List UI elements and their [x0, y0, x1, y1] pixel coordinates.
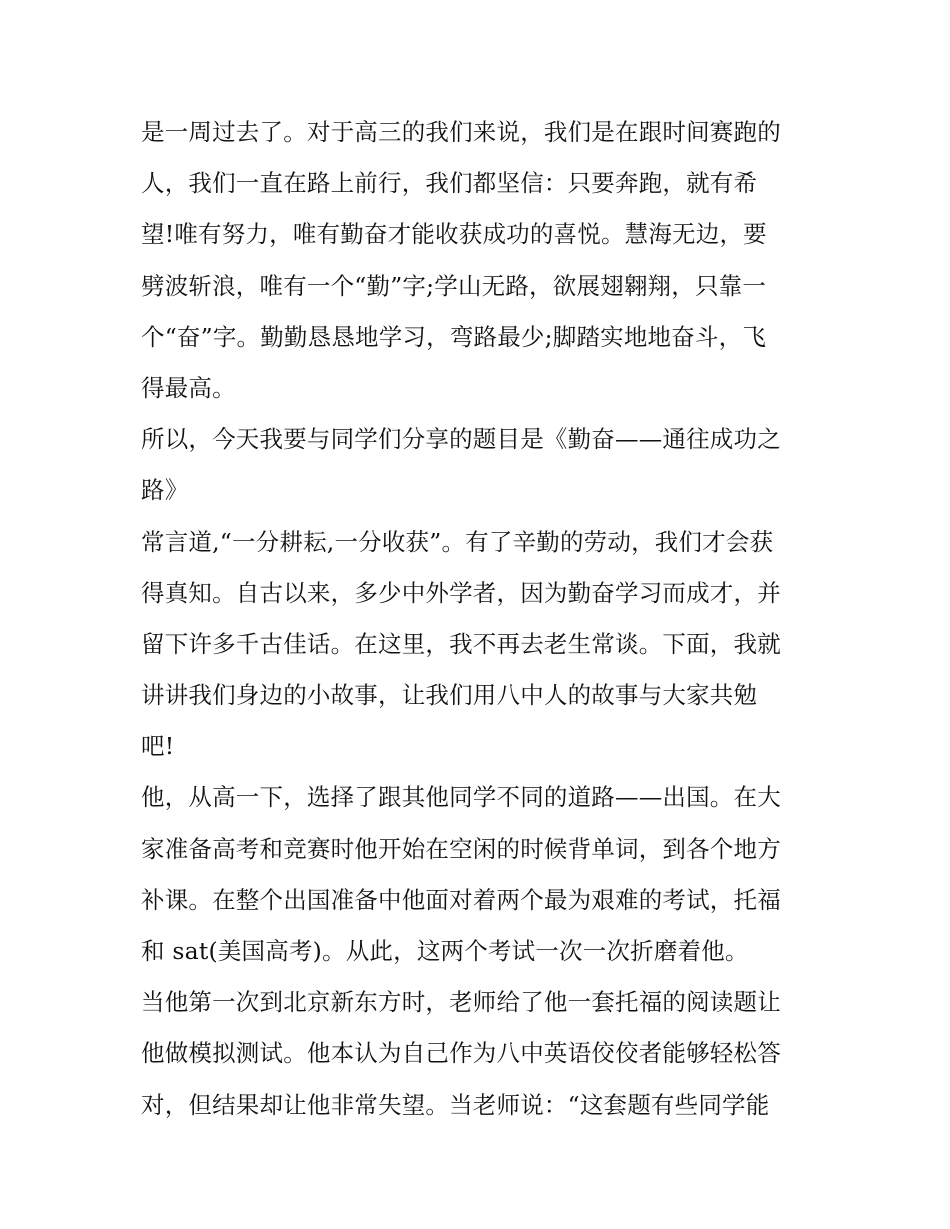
text-line: 和 sat(美国高考)。从此，这两个考试一次一次折磨着他。 [141, 937, 749, 965]
text-line: 个“奋”字。勤勤恳恳地学习，弯路最少;脚踏实地地奋斗，飞 [141, 322, 767, 351]
text-line: 常言道,“一分耕耘,一分收获”。有了辛勤的劳动，我们才会获 [141, 527, 774, 556]
text-line: 劈波斩浪，唯有一个“勤”字;学山无路，欲展翅翱翔，只靠一 [141, 271, 767, 300]
text-line: 当他第一次到北京新东方时，老师给了他一套托福的阅读题让 [141, 988, 781, 1017]
text-line: 望!唯有努力，唯有勤奋才能收获成功的喜悦。慧海无边，要 [141, 220, 767, 249]
text-line: 讲讲我们身边的小故事，让我们用八中人的故事与大家共勉 [141, 681, 758, 710]
text-line: 所以，今天我要与同学们分享的题目是《勤奋——通往成功之 [141, 425, 781, 454]
text-line: 得真知。自古以来，多少中外学者，因为勤奋学习而成才，并 [141, 578, 781, 607]
text-line: 他做模拟测试。他本认为自己作为八中英语佼佼者能够轻松答 [141, 1039, 781, 1068]
text-line: 是一周过去了。对于高三的我们来说，我们是在跟时间赛跑的 [141, 118, 781, 146]
text-line: 家准备高考和竞赛时他开始在空闲的时候背单词，到各个地方 [141, 834, 781, 863]
text-line: 吧! [141, 732, 175, 761]
text-line: 对，但结果却让他非常失望。当老师说：“这套题有些同学能 [141, 1090, 770, 1119]
text-line: 补课。在整个出国准备中他面对着两个最为艰难的考试，托福 [141, 885, 781, 914]
text-line: 人，我们一直在路上前行，我们都坚信：只要奔跑，就有希 [141, 169, 758, 198]
text-line: 留下许多千古佳话。在这里，我不再去老生常谈。下面，我就 [141, 629, 781, 658]
text-line: 得最高。 [141, 373, 236, 402]
document-body [141, 107, 821, 1131]
text-line: 他，从高一下，选择了跟其他同学不同的道路——出国。在大 [141, 783, 781, 812]
text-line: 路》 [141, 476, 189, 505]
